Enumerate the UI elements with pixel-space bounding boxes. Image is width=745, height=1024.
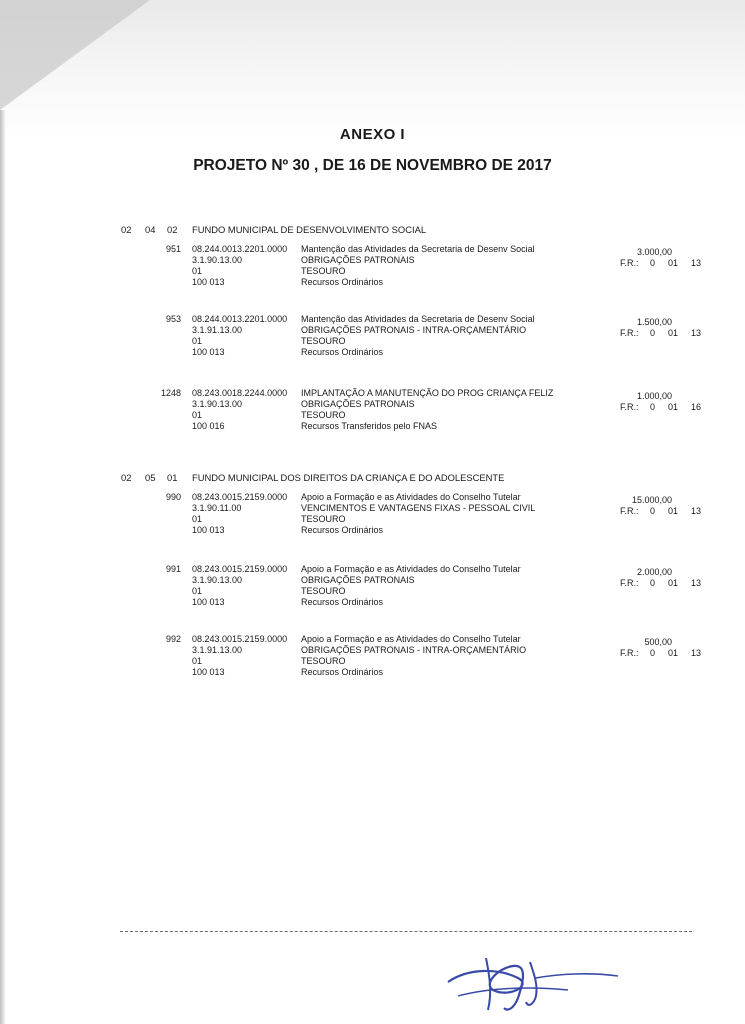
fr-code-2: 01 [668,648,679,658]
fr-code-3: 13 [691,506,702,516]
program-code: 08.244.0013.2201.0000 [192,314,288,324]
source-name: TESOURO [301,656,346,666]
source-code: 01 [192,410,203,420]
fr-code-1: 0 [650,506,656,516]
expense-nature: VENCIMENTOS E VANTAGENS FIXAS - PESSOAL CIVIL [301,503,536,513]
fund-code-2: 04 [145,224,156,235]
source-name: TESOURO [301,266,346,276]
fr-label: F.R.: [620,578,639,588]
source-code: 01 [192,656,203,666]
project-title: PROJETO Nº 30 , DE 16 DE NOVEMBRO DE 2017 [193,157,552,174]
entry-id: 953 [165,314,181,324]
fr-code-1: 0 [650,328,656,338]
folded-corner [0,0,150,110]
program-code: 08.244.0013.2201.0000 [192,244,288,254]
action-description: Apoio a Formação e as Atividades do Conselho Tutelar [301,564,521,574]
resource-code: 100 013 [192,277,225,287]
fund-code-1: 02 [121,472,132,483]
entry-id: 951 [165,244,181,254]
entry-id: 1248 [160,388,181,398]
amount-value: 15.000,00 [631,495,672,505]
source-name: TESOURO [301,336,346,346]
footer-divider [120,931,692,932]
action-description: Apoio a Formação e as Atividades do Conselho Tutelar [301,634,521,644]
expense-nature: OBRIGAÇÕES PATRONAIS - INTRA-ORÇAMENTÁRIO [301,325,527,335]
amount-value: 1.500,00 [636,317,672,327]
fr-code-1: 0 [650,578,656,588]
fr-code-2: 01 [668,578,679,588]
fr-code-2: 01 [668,402,679,412]
handwritten-signature [438,938,628,1018]
resource-description: Recursos Ordinários [301,525,384,535]
resource-code: 100 016 [192,421,225,431]
fr-label: F.R.: [620,402,639,412]
fr-code-1: 0 [650,402,656,412]
element-code: 3.1.90.13.00 [192,255,243,265]
element-code: 3.1.91.13.00 [192,325,243,335]
element-code: 3.1.90.13.00 [192,399,243,409]
program-code: 08.243.0015.2159.0000 [192,492,288,502]
resource-description: Recursos Ordinários [301,667,384,677]
source-name: TESOURO [301,410,346,420]
fund-code-2: 05 [145,472,156,483]
fund-code-3: 02 [167,224,178,235]
fr-code-2: 01 [668,328,679,338]
entry-id: 992 [165,634,181,644]
fr-label: F.R.: [620,648,639,658]
amount-value: 2.000,00 [636,567,672,577]
fr-code-3: 16 [691,402,702,412]
source-code: 01 [192,336,203,346]
program-code: 08.243.0015.2159.0000 [192,564,288,574]
fr-code-1: 0 [650,648,656,658]
expense-nature: OBRIGAÇÕES PATRONAIS - INTRA-ORÇAMENTÁRIO [301,645,527,655]
element-code: 3.1.90.13.00 [192,575,243,585]
resource-description: Recursos Ordinários [301,597,384,607]
expense-nature: OBRIGAÇÕES PATRONAIS [301,399,415,409]
resource-code: 100 013 [192,347,225,357]
resource-description: Recursos Ordinários [301,277,384,287]
action-description: IMPLANTAÇÃO A MANUTENÇÃO DO PROG CRIANÇA FELIZ [301,388,554,398]
fr-label: F.R.: [620,258,639,268]
fr-code-1: 0 [650,258,656,268]
resource-code: 100 013 [192,525,225,535]
fr-label: F.R.: [620,328,639,338]
action-description: Mantenção das Atividades da Secretaria de Desenv Social [301,244,535,254]
fund-code-3: 01 [167,472,178,483]
expense-nature: OBRIGAÇÕES PATRONAIS [301,255,415,265]
expense-nature: OBRIGAÇÕES PATRONAIS [301,575,415,585]
fr-code-3: 13 [691,648,702,658]
element-code: 3.1.91.13.00 [192,645,243,655]
source-code: 01 [192,514,203,524]
fr-code-3: 13 [691,578,702,588]
resource-description: Recursos Transferidos pelo FNAS [301,421,438,431]
element-code: 3.1.90.11.00 [192,503,242,513]
source-code: 01 [192,266,203,276]
program-code: 08.243.0015.2159.0000 [192,634,288,644]
fr-code-3: 13 [691,328,702,338]
amount-value: 500,00 [644,637,672,647]
action-description: Mantenção das Atividades da Secretaria de Desenv Social [301,314,535,324]
fr-code-2: 01 [668,506,679,516]
fr-code-2: 01 [668,258,679,268]
amount-value: 1.000,00 [636,391,672,401]
fund-code-1: 02 [121,224,132,235]
fr-code-3: 13 [691,258,702,268]
source-name: TESOURO [301,586,346,596]
resource-description: Recursos Ordinários [301,347,384,357]
annex-title: ANEXO I [339,126,406,143]
source-name: TESOURO [301,514,346,524]
program-code: 08.243.0018.2244.0000 [192,388,288,398]
amount-value: 3.000,00 [636,247,672,257]
action-description: Apoio a Formação e as Atividades do Conselho Tutelar [301,492,521,502]
resource-code: 100 013 [192,597,225,607]
entry-id: 991 [165,564,181,574]
scan-edge [0,110,6,1024]
source-code: 01 [192,586,203,596]
fund-name: FUNDO MUNICIPAL DOS DIREITOS DA CRIANÇA E DO ADOLESCENTE [192,472,505,483]
entry-id: 990 [165,492,181,502]
fund-name: FUNDO MUNICIPAL DE DESENVOLVIMENTO SOCIAL [192,224,427,235]
fr-label: F.R.: [620,506,639,516]
resource-code: 100 013 [192,667,225,677]
